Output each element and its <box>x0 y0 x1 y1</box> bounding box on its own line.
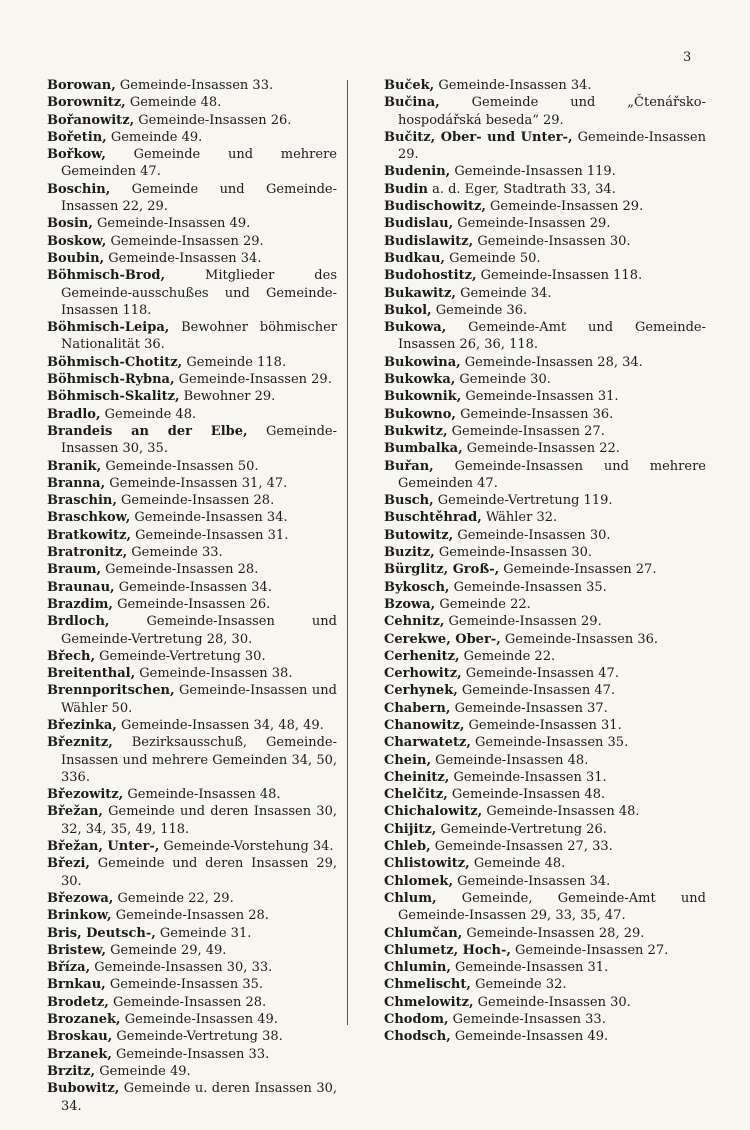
entry-text: Gemeinde-Insassen 119. <box>454 164 616 180</box>
entry-text: Gemeinde-Insassen 29. <box>398 129 706 163</box>
entry-headword: Bučina, <box>384 95 440 111</box>
entry-text: Gemeinde-Insassen 31. <box>453 769 607 785</box>
index-entry <box>47 1080 337 1115</box>
entry-text: Gemeinde-Insassen und Wähler 50. <box>61 683 337 716</box>
index-entry <box>384 492 706 509</box>
entry-headword: Budohostitz, <box>384 268 477 284</box>
index-entry <box>47 786 337 803</box>
entry-headword: Bris, Deutsch-, <box>47 925 156 941</box>
index-entry <box>384 631 706 648</box>
entry-text: Gemeinde-Insassen 28, 29. <box>466 925 645 941</box>
entry-headword: Chodsch, <box>384 1029 451 1045</box>
entry-headword: Bumbalka, <box>384 441 463 457</box>
entry-headword: Buřan, <box>384 458 434 474</box>
entry-text: Gemeinde-Vorstehung 34. <box>163 839 334 855</box>
entry-headword: Böhmisch-Brod, <box>47 268 166 284</box>
entry-text: Gemeinde 31. <box>159 925 252 941</box>
entry-headword: Chelčitz, <box>384 787 448 803</box>
entry-text: Gemeinde 30. <box>459 372 551 388</box>
index-entry <box>47 613 337 648</box>
index-entry <box>47 406 337 423</box>
index-entry <box>384 838 706 855</box>
entry-text: Gemeinde 22. <box>463 648 556 664</box>
entry-headword: Brandeis an der Elbe, <box>47 423 248 439</box>
index-entry <box>47 959 337 976</box>
entry-headword: Brinkow, <box>47 908 112 924</box>
index-entry <box>384 354 706 371</box>
entry-text: Gemeinde-Insassen 34. <box>438 78 592 93</box>
index-entry <box>384 181 706 198</box>
index-entry <box>47 544 337 561</box>
entry-text: Wähler 32. <box>485 510 558 526</box>
entry-text: Gemeinde-Insassen 35. <box>475 735 629 751</box>
entry-headword: Bořanowitz, <box>47 112 135 128</box>
index-entry <box>47 215 337 232</box>
index-entry <box>47 112 337 129</box>
entry-headword: Bratkowitz, <box>47 527 131 543</box>
index-entry <box>384 648 706 665</box>
entry-text: Gemeinde und „Čtenářsko-hospodářská beseda“ 29. <box>398 95 706 128</box>
entry-headword: Busch, <box>384 493 434 509</box>
index-entry <box>47 371 337 388</box>
index-entry <box>384 561 706 578</box>
index-column-left <box>47 77 337 1115</box>
index-entry <box>384 613 706 630</box>
index-entry <box>384 873 706 890</box>
entry-text: Gemeinde-Insassen 36. <box>504 631 659 647</box>
entry-text: Gemeinde-Insassen 29. <box>457 216 611 232</box>
entry-text: Gemeinde-Insassen 49. <box>97 216 251 232</box>
index-entry <box>384 285 706 302</box>
entry-headword: Broskau, <box>47 1029 113 1045</box>
entry-text: Gemeinde-Insassen 47. <box>461 683 616 699</box>
entry-text: Gemeinde 49. <box>99 1063 191 1079</box>
entry-text: Gemeinde-Insassen 30. <box>477 233 631 249</box>
entry-text: Gemeinde-Insassen 35. <box>109 977 264 993</box>
entry-text: Gemeinde-Insassen 31. <box>468 717 622 733</box>
entry-text: Gemeinde-Insassen 30, 35. <box>61 423 337 457</box>
entry-text: Gemeinde 34. <box>460 285 552 301</box>
entry-headword: Böhmisch-Skalitz, <box>47 389 180 405</box>
entry-headword: Bučitz, Ober- und Unter-, <box>384 129 573 145</box>
entry-headword: Chlumin, <box>384 960 451 976</box>
entry-headword: Budischowitz, <box>384 199 486 215</box>
entry-text: Gemeinde-Insassen und Gemeinde-Vertretung 28, 30. <box>61 614 337 647</box>
entry-text: Gemeinde u. deren Insassen 30, 34. <box>61 1081 337 1114</box>
entry-headword: Buzitz, <box>384 545 435 561</box>
index-entry <box>384 527 706 544</box>
index-entry <box>384 94 706 129</box>
entry-text: Gemeinde-Insassen 27. <box>451 423 605 439</box>
index-entry <box>47 94 337 111</box>
index-entry <box>47 492 337 509</box>
entry-text: Gemeinde-Insassen 49. <box>124 1012 278 1028</box>
entry-text: Gemeinde-Insassen 31, 47. <box>109 475 288 491</box>
entry-headword: Braum, <box>47 562 101 578</box>
index-entry <box>47 665 337 682</box>
entry-text: Gemeinde-Insassen 29. <box>110 233 264 249</box>
entry-headword: Březi, <box>47 856 90 872</box>
entry-headword: Budislawitz, <box>384 233 474 249</box>
entry-text: Gemeinde-Vertretung 26. <box>440 821 607 837</box>
entry-text: Gemeinde 50. <box>449 250 541 266</box>
entry-headword: Chlumetz, Hoch-, <box>384 942 511 958</box>
index-entry <box>384 717 706 734</box>
index-entry <box>47 682 337 717</box>
entry-headword: Borowan, <box>47 78 116 93</box>
index-entry <box>384 925 706 942</box>
entry-text: Gemeinde-Insassen 37. <box>454 700 608 716</box>
entry-text: Gemeinde-Insassen 29. <box>178 372 332 388</box>
entry-headword: Bukwitz, <box>384 423 448 439</box>
entry-headword: Bukowka, <box>384 372 456 388</box>
entry-headword: Chmelischt, <box>384 977 471 993</box>
entry-text: Gemeinde 33. <box>131 545 223 561</box>
entry-text: Gemeinde-Insassen 28. <box>112 994 267 1010</box>
entry-headword: Břežan, Unter-, <box>47 839 160 855</box>
entry-text: Gemeinde-Insassen 29. <box>448 614 602 630</box>
entry-headword: Brdloch, <box>47 614 110 630</box>
index-entry <box>47 838 337 855</box>
index-entry <box>384 700 706 717</box>
entry-text: Gemeinde-Insassen 31. <box>455 960 609 976</box>
entry-headword: Borownitz, <box>47 95 126 111</box>
entry-text: Gemeinde-Insassen 31. <box>465 389 619 405</box>
entry-headword: Budkau, <box>384 250 445 266</box>
index-entry <box>47 734 337 786</box>
index-entry <box>47 181 337 216</box>
entry-text: Gemeinde 36. <box>435 302 528 318</box>
entry-headword: Březnitz, <box>47 735 113 751</box>
entry-headword: Charwatetz, <box>384 735 471 751</box>
entry-headword: Chlomek, <box>384 873 453 889</box>
entry-headword: Boubin, <box>47 250 105 266</box>
entry-headword: Buček, <box>384 78 435 93</box>
entry-headword: Breitenthal, <box>47 666 136 682</box>
entry-text: Gemeinde 22. <box>439 596 531 612</box>
index-entry <box>384 665 706 682</box>
index-entry <box>384 596 706 613</box>
entry-text: Gemeinde-Insassen 28. <box>105 562 259 578</box>
entry-text: Gemeinde-Insassen 34. <box>118 579 272 595</box>
entry-headword: Bořetin, <box>47 129 107 145</box>
index-entry <box>384 440 706 457</box>
entry-text: Gemeinde-Insassen 118. <box>480 268 643 284</box>
entry-headword: Brzanek, <box>47 1046 112 1062</box>
entry-headword: Cerhowitz, <box>384 666 462 682</box>
entry-headword: Brozanek, <box>47 1012 121 1028</box>
index-entry <box>47 1011 337 1028</box>
entry-headword: Böhmisch-Rybna, <box>47 372 175 388</box>
entry-headword: Bříza, <box>47 960 91 976</box>
entry-text: Gemeinde-Vertretung 30. <box>99 648 266 664</box>
index-entry <box>384 786 706 803</box>
entry-text: Gemeinde 22, 29. <box>117 890 234 906</box>
entry-text: Gemeinde-Insassen 30, 33. <box>94 960 273 976</box>
entry-headword: Brazdim, <box>47 596 113 612</box>
entry-text: Gemeinde und Gemeinde-Insassen 22, 29. <box>61 181 337 215</box>
entry-headword: Cehnitz, <box>384 614 445 630</box>
index-entry <box>47 509 337 526</box>
index-entry <box>384 371 706 388</box>
index-entry <box>384 959 706 976</box>
entry-headword: Brodetz, <box>47 994 109 1010</box>
entry-text: Gemeinde-Insassen 26. <box>138 112 292 128</box>
entry-headword: Bukownik, <box>384 389 462 405</box>
entry-text: Gemeinde 49. <box>110 129 203 145</box>
entry-headword: Böhmisch-Chotitz, <box>47 354 183 370</box>
entry-text: Gemeinde-Insassen 26. <box>117 596 271 612</box>
entry-headword: Březowitz, <box>47 787 124 803</box>
index-entry <box>47 527 337 544</box>
entry-headword: Boskow, <box>47 233 107 249</box>
index-entry <box>384 752 706 769</box>
entry-headword: Březinka, <box>47 717 117 733</box>
index-entry <box>47 855 337 890</box>
entry-text: Gemeinde-Insassen 31. <box>135 527 289 543</box>
index-entry <box>47 579 337 596</box>
entry-headword: Bořkow, <box>47 147 106 163</box>
entry-text: Gemeinde 48. <box>473 856 566 872</box>
entry-headword: Bukol, <box>384 302 432 318</box>
index-entry <box>47 354 337 371</box>
entry-text: Gemeinde 32. <box>475 977 567 993</box>
entry-text: Gemeinde-Insassen 48. <box>451 787 606 803</box>
index-entry <box>47 994 337 1011</box>
entry-headword: Cerekwe, Ober-, <box>384 631 501 647</box>
entry-headword: Bosin, <box>47 216 93 232</box>
entry-headword: Butowitz, <box>384 527 454 543</box>
entry-text: Bewohner böhmischer Nationalität 36. <box>61 320 337 353</box>
entry-text: Gemeinde-Insassen 28. <box>121 493 275 509</box>
entry-text: Gemeinde-Insassen 28. <box>115 908 269 924</box>
entry-headword: Brnkau, <box>47 977 106 993</box>
index-entry <box>47 475 337 492</box>
entry-text: Gemeinde-Insassen 27. <box>515 942 669 958</box>
index-entry <box>384 769 706 786</box>
entry-headword: Chabern, <box>384 700 451 716</box>
index-entry <box>47 907 337 924</box>
index-entry <box>384 250 706 267</box>
entry-headword: Chein, <box>384 752 431 768</box>
index-entry <box>47 146 337 181</box>
index-entry <box>47 458 337 475</box>
entry-text: Gemeinde-Insassen 47. <box>465 666 619 682</box>
entry-headword: Cerhynek, <box>384 683 458 699</box>
entry-headword: Braunau, <box>47 579 115 595</box>
index-entry <box>384 77 706 94</box>
index-entry <box>384 129 706 164</box>
entry-text: Gemeinde-Vertretung 119. <box>437 493 613 509</box>
entry-text: Gemeinde-Insassen 34. <box>134 510 288 526</box>
index-entry <box>384 198 706 215</box>
index-entry <box>47 925 337 942</box>
index-entry <box>47 77 337 94</box>
entry-headword: Boschin, <box>47 181 111 197</box>
index-entry <box>384 233 706 250</box>
entry-text: Gemeinde 118. <box>186 354 287 370</box>
entry-text: Gemeinde-Insassen 35. <box>453 579 607 595</box>
index-entry <box>384 682 706 699</box>
index-entry <box>384 821 706 838</box>
entry-text: Gemeinde 48. <box>129 95 222 111</box>
index-entry <box>47 267 337 319</box>
entry-headword: Brzitz, <box>47 1063 96 1079</box>
index-entry <box>47 803 337 838</box>
entry-text: Gemeinde-Insassen 34. <box>457 873 611 889</box>
index-entry <box>384 976 706 993</box>
entry-text: Gemeinde-Insassen und mehrere Gemeinden 47. <box>398 458 706 491</box>
entry-headword: Bristew, <box>47 942 107 958</box>
index-entry <box>384 734 706 751</box>
entry-text: Gemeinde-Amt und Gemeinde-Insassen 26, 36, 118. <box>398 320 706 353</box>
index-entry <box>47 1046 337 1063</box>
entry-headword: Branik, <box>47 458 102 474</box>
entry-text: Gemeinde-Insassen 34, 48, 49. <box>120 717 324 733</box>
index-entry <box>384 423 706 440</box>
entry-text: Gemeinde-Insassen 22. <box>466 441 620 457</box>
entry-text: Gemeinde-Insassen 30. <box>477 994 631 1010</box>
entry-text: Gemeinde und deren Insassen 29, 30. <box>61 856 337 889</box>
entry-headword: Břežan, <box>47 804 103 820</box>
index-entry <box>384 406 706 423</box>
entry-headword: Bukowina, <box>384 354 461 370</box>
index-entry <box>47 319 337 354</box>
entry-text: Gemeinde-Insassen 36. <box>460 406 614 422</box>
entry-headword: Chlistowitz, <box>384 856 470 872</box>
index-entry <box>384 458 706 493</box>
entry-headword: Chleb, <box>384 839 431 855</box>
index-entry <box>47 388 337 405</box>
entry-text: Gemeinde-Insassen 30. <box>457 527 611 543</box>
entry-headword: Chichalowitz, <box>384 804 483 820</box>
entry-text: Gemeinde-Insassen 49. <box>454 1029 609 1045</box>
entry-text: Mitglieder des Gemeinde-ausschußes und Gemeinde-Insassen 118. <box>61 268 337 318</box>
entry-headword: Bukowno, <box>384 406 456 422</box>
page-number: 3 <box>683 50 692 65</box>
entry-text: Gemeinde und deren Insassen 30, 32, 34, 35, 49, 118. <box>61 804 337 837</box>
entry-text: Bezirksausschuß, Gemeinde-Insassen und mehrere Gemeinden 34, 50, 336. <box>61 735 337 785</box>
index-entry <box>384 302 706 319</box>
entry-headword: Braschkow, <box>47 510 131 526</box>
entry-text: Gemeinde 48. <box>104 406 197 422</box>
entry-text: Gemeinde-Insassen 29. <box>490 199 644 215</box>
entry-headword: Bratronitz, <box>47 545 128 561</box>
entry-text: Gemeinde-Insassen 48. <box>486 804 640 820</box>
entry-text: Gemeinde-Insassen 27. <box>503 562 657 578</box>
index-entry <box>47 596 337 613</box>
entry-headword: Bubowitz, <box>47 1081 120 1097</box>
index-entry <box>47 423 337 458</box>
index-entry <box>47 561 337 578</box>
entry-headword: Chanowitz, <box>384 717 465 733</box>
index-entry <box>47 942 337 959</box>
entry-headword: Branna, <box>47 475 106 491</box>
index-entry <box>47 717 337 734</box>
entry-headword: Chodom, <box>384 1012 449 1028</box>
entry-headword: Cheinitz, <box>384 769 450 785</box>
column-divider <box>347 80 348 1025</box>
entry-text: Gemeinde-Insassen 33. <box>119 78 274 93</box>
entry-headword: Bykosch, <box>384 579 450 595</box>
entry-text: Gemeinde-Insassen 33. <box>116 1046 270 1062</box>
entry-text: Gemeinde-Insassen 48. <box>435 752 589 768</box>
entry-headword: Brennporitschen, <box>47 683 175 699</box>
entry-text: Gemeinde-Insassen 34. <box>108 250 262 266</box>
entry-headword: Bukowa, <box>384 320 447 336</box>
entry-headword: Chlum, <box>384 890 437 906</box>
entry-headword: Bradlo, <box>47 406 101 422</box>
entry-text: Gemeinde-Vertretung 38. <box>116 1029 283 1045</box>
entry-headword: Chmelowitz, <box>384 994 474 1010</box>
entry-text: Gemeinde, Gemeinde-Amt und Gemeinde-Insassen 29, 33, 35, 47. <box>398 890 706 924</box>
index-entry <box>384 1028 706 1045</box>
entry-headword: Braschin, <box>47 493 117 509</box>
entry-headword: Bukawitz, <box>384 285 456 301</box>
entry-text: Gemeinde-Insassen 50. <box>105 458 259 474</box>
index-column-right <box>384 77 706 1046</box>
index-entry <box>384 215 706 232</box>
index-entry <box>47 1028 337 1045</box>
index-entry <box>384 855 706 872</box>
index-entry <box>47 233 337 250</box>
index-entry <box>384 1011 706 1028</box>
entry-headword: Chijitz, <box>384 821 437 837</box>
index-entry <box>384 509 706 526</box>
index-entry <box>384 163 706 180</box>
entry-headword: Budin <box>384 181 428 197</box>
index-entry <box>47 648 337 665</box>
entry-headword: Břech, <box>47 648 96 664</box>
entry-headword: Bzowa, <box>384 596 436 612</box>
entry-text: Gemeinde und mehrere Gemeinden 47. <box>61 147 337 180</box>
entry-text: Gemeinde-Insassen 48. <box>127 787 281 803</box>
entry-text: Gemeinde-Insassen 30. <box>438 545 593 561</box>
entry-text: Gemeinde-Insassen 28, 34. <box>464 354 643 370</box>
entry-text: Gemeinde-Insassen 33. <box>452 1012 606 1028</box>
index-entry <box>384 579 706 596</box>
index-entry <box>47 129 337 146</box>
index-entry <box>47 976 337 993</box>
index-entry <box>384 267 706 284</box>
entry-headword: Buschtěhrad, <box>384 510 482 526</box>
entry-text: Gemeinde-Insassen 27, 33. <box>434 839 613 855</box>
index-entry <box>384 942 706 959</box>
entry-headword: Cerhenitz, <box>384 648 460 664</box>
entry-headword: Budislau, <box>384 216 454 232</box>
index-entry <box>47 1063 337 1080</box>
index-entry <box>384 890 706 925</box>
entry-headword: Březowa, <box>47 890 114 906</box>
index-entry <box>384 544 706 561</box>
index-entry <box>384 319 706 354</box>
index-entry <box>384 388 706 405</box>
index-entry <box>47 890 337 907</box>
entry-text: Bewohner 29. <box>183 389 276 405</box>
entry-text: a. d. Eger, Stadtrath 33, 34. <box>432 181 616 197</box>
index-entry <box>384 803 706 820</box>
index-entry <box>384 994 706 1011</box>
index-entry <box>47 250 337 267</box>
entry-headword: Chlumčan, <box>384 925 463 941</box>
entry-headword: Budenin, <box>384 164 451 180</box>
entry-headword: Bürglitz, Groß-, <box>384 562 500 578</box>
entry-headword: Böhmisch-Leipa, <box>47 320 170 336</box>
entry-text: Gemeinde-Insassen 38. <box>139 666 293 682</box>
entry-text: Gemeinde 29, 49. <box>110 942 227 958</box>
